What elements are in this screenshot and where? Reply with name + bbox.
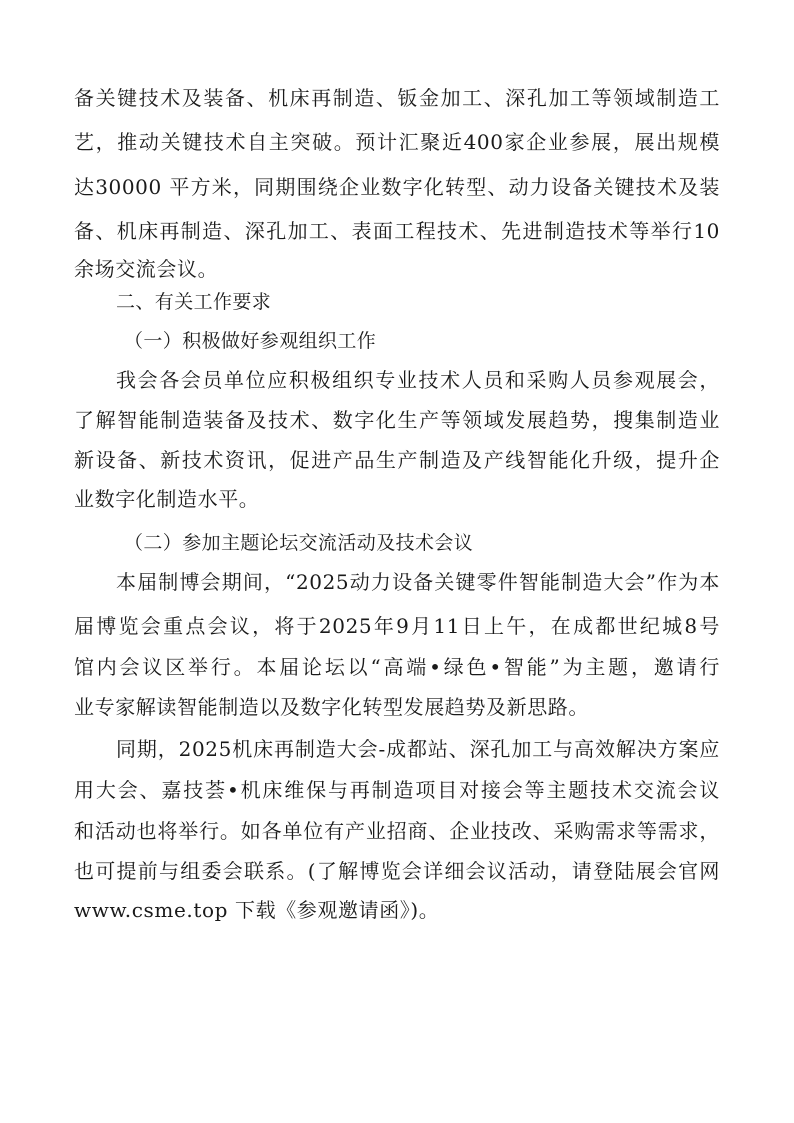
text-line: 本届制博会期间，“2025动力设备关键零件智能制造大会”作为本: [116, 570, 720, 594]
text-line: 新设备、新技术资讯，促进产品生产制造及产线智能化升级，提升企: [74, 448, 720, 472]
text-line: 备关键技术及装备、机床再制造、钣金加工、深孔加工等领域制造工: [74, 86, 720, 110]
text-line: 业数字化制造水平。: [74, 487, 260, 511]
section-heading: 二、有关工作要求: [116, 291, 272, 313]
text-line: 业专家解读智能制造以及数字化转型发展趋势及新思路。: [74, 695, 589, 719]
text-line: 和活动也将举行。如各单位有产业招商、企业技改、采购需求等需求，: [74, 819, 720, 843]
text-line: 同期，2025机床再制造大会-成都站、深孔加工与高效解决方案应: [116, 737, 720, 761]
text-line: 馆内会议区举行。本届论坛以“高端•绿色•智能”为主题，邀请行: [74, 655, 720, 679]
text-line: www.csme.top 下载《参观邀请函》)。: [74, 898, 440, 922]
text-line: 用大会、嘉技荟•机床维保与再制造项目对接会等主题技术交流会议: [74, 778, 720, 802]
subsection-heading: （二）参加主题论坛交流活动及技术会议: [124, 532, 474, 554]
text-line: 达30000 平方米，同期围绕企业数字化转型、动力设备关键技术及装: [74, 175, 720, 199]
text-line: 备、机床再制造、深孔加工、表面工程技术、先进制造技术等举行10: [74, 219, 720, 243]
text-line: 余场交流会议。: [74, 257, 219, 281]
text-line: 了解智能制造装备及技术、数字化生产等领域发展趋势，搜集制造业: [74, 408, 720, 432]
subsection-heading: （一）积极做好参观组织工作: [124, 330, 377, 352]
text-line: 我会各会员单位应积极组织专业技术人员和采购人员参观展会，: [116, 368, 720, 392]
text-line: 也可提前与组委会联系。(了解博览会详细会议活动，请登陆展会官网: [74, 859, 720, 883]
text-line: 届博览会重点会议，将于2025年9月11日上午，在成都世纪城8号: [74, 614, 720, 638]
text-line: 艺，推动关键技术自主突破。预计汇聚近400家企业参展，展出规模: [74, 130, 720, 154]
